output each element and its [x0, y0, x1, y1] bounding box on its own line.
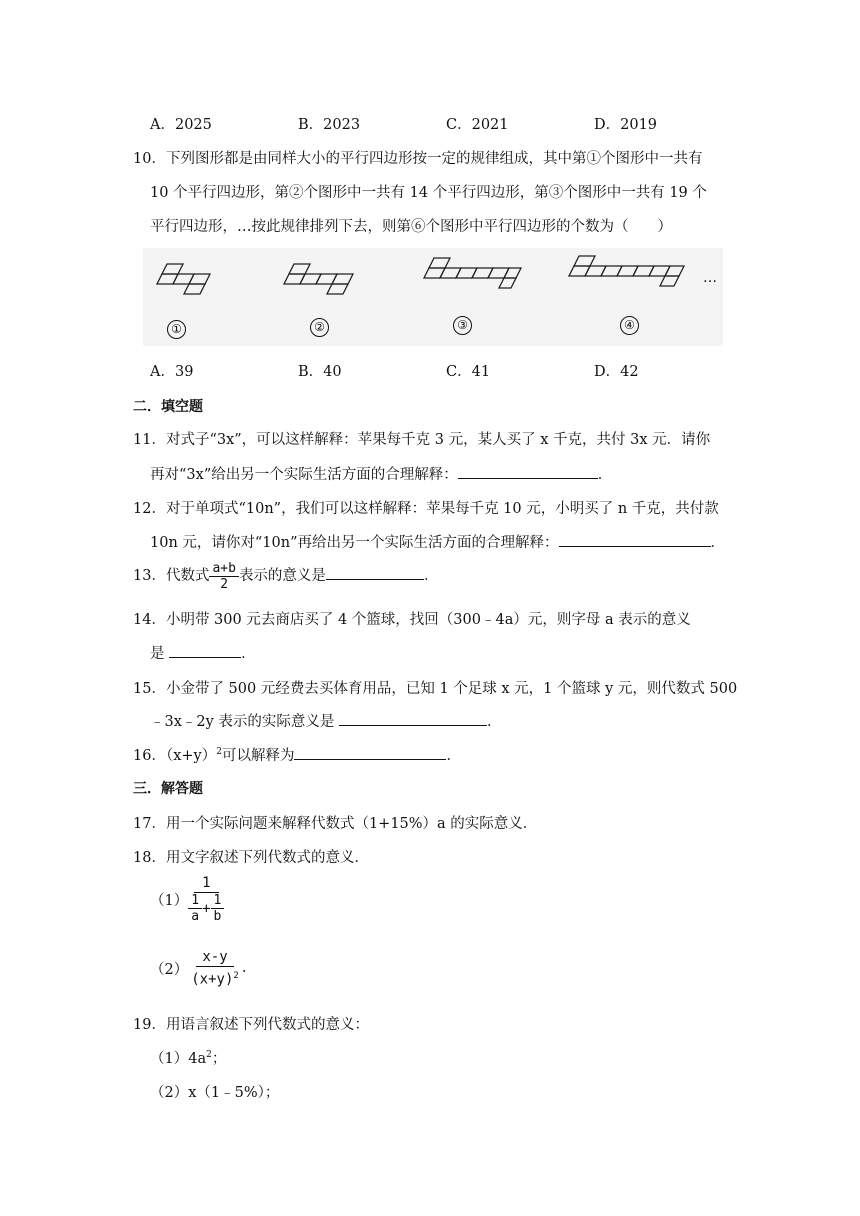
q15-end: ．: [487, 714, 502, 730]
q11-line2: [150, 463, 612, 484]
q13-end: ．: [423, 568, 439, 584]
q13-fraction-numerator: a+b: [209, 561, 238, 577]
q10-option-c: C．41: [446, 364, 491, 380]
q19-part1-exponent: 2: [206, 1050, 212, 1061]
q15-line1: 15．小金带了 500 元经费去买体育用品，已知 1 个足球 x 元，1 个篮球 y 元，则代数式 500: [133, 681, 738, 697]
q18-text: 18．用文字叙述下列代数式的意义．: [133, 850, 369, 866]
q19-part1-text: （1）4a: [150, 1051, 207, 1067]
section-2-heading: 二．填空题: [133, 399, 203, 415]
q10-line1: [133, 147, 702, 168]
q18-part1-a-num: 1: [188, 893, 202, 909]
q10-line2: 10 个平行四边形，第②个图形中一共有 14 个平行四边形，第③个图形中一共有 19 个: [150, 185, 707, 201]
figure-1-shape: [157, 264, 210, 294]
q13-answer-blank[interactable]: [326, 564, 424, 580]
q9-option-b: B．2023: [298, 117, 361, 133]
q18-part2-den-base: (x+y): [191, 971, 234, 988]
q12-answer-blank[interactable]: [559, 531, 711, 547]
q14-line2-text: 是: [150, 646, 165, 662]
q13-fraction: [209, 561, 238, 592]
q12-line2-text: 10n 元，请你对“10n”再给出另一个实际生活方面的合理解释：: [150, 535, 559, 551]
q18-part1-numerator: 1: [194, 874, 218, 893]
q16-answer-blank[interactable]: [294, 744, 446, 760]
figure-3-label: ③: [453, 316, 472, 335]
q18-part2-fraction: [188, 948, 242, 989]
q10-option-b: B．40: [298, 364, 342, 380]
q16-end: ．: [446, 748, 461, 764]
q12-line2: [150, 531, 725, 552]
q11-line1: 11．对式子“3x”，可以这样解释：苹果每千克 3 元，某人买了 x 千克，共付 3x 元．请你: [133, 432, 711, 448]
q11-answer-blank[interactable]: [458, 463, 598, 479]
q16: [133, 744, 461, 765]
q13-suffix: 表示的意义是: [238, 568, 326, 584]
q18-part2-end: .: [241, 960, 247, 977]
q11-end: ．: [597, 467, 613, 483]
q9-option-a: A．2025: [150, 117, 212, 133]
q18-part2-denominator: [188, 967, 242, 989]
figure-2-shape: [284, 264, 353, 294]
q18-part1-denominator: [188, 893, 224, 924]
q16-suffix: 可以解释为: [221, 748, 295, 764]
q13-fraction-denominator: 2: [220, 576, 229, 592]
q18-part2-den-exponent: 2: [233, 971, 239, 981]
figure-4-label: ④: [620, 316, 639, 335]
q14-line1: 14．小明带 300 元去商店买了 4 个篮球，找回（300﹣4a）元，则字母 a 表示的意义: [133, 612, 691, 628]
q18-part1-b-fraction: [211, 893, 225, 924]
q19-text: 19．用语言叙述下列代数式的意义：: [133, 1017, 369, 1033]
q15-line2: [150, 710, 502, 731]
q9-option-c: C．2021: [446, 117, 509, 133]
q14-end: ．: [241, 646, 256, 662]
q12-line1: 12．对于单项式“10n”，我们可以这样解释：苹果每千克 10 元，小明买了 n 千克，共付款: [133, 501, 719, 517]
q19-part1-end: ；: [211, 1051, 227, 1067]
q15-answer-blank[interactable]: [339, 710, 487, 726]
q14-answer-blank[interactable]: [169, 642, 241, 658]
q18-part1: [150, 874, 224, 924]
q18-part2-numerator: x-y: [196, 948, 233, 967]
q11-line2-text: 再对“3x”给出另一个实际生活方面的合理解释：: [150, 467, 458, 483]
q10-line3: 平行四边形，…按此规律排列下去，则第⑥个图形中平行四边形的个数为（ ）: [150, 219, 672, 235]
q18-part1-plus: +: [202, 900, 211, 917]
q10-option-d: D．42: [594, 364, 639, 380]
q10-line1-text: 下列图形都是由同样大小的平行四边形按一定的规律组成，其中第①个图形中一共有: [165, 151, 703, 167]
q18-part1-a-fraction: [188, 893, 202, 924]
q18-part1-b-num: 1: [211, 893, 225, 909]
q9-options: [150, 113, 742, 134]
q19-part2: （2）x（1﹣5%）；: [150, 1085, 280, 1101]
figure-3-shape: [424, 258, 521, 288]
figure-1-label: ①: [167, 320, 186, 339]
q10-figure: [143, 248, 723, 346]
q14-line2: [150, 642, 256, 663]
figure-ellipsis: …: [703, 270, 717, 286]
q18-part1-fraction: [188, 874, 224, 924]
q18-part1-label: （1）: [150, 892, 189, 909]
q17: 17．用一个实际问题来解释代数式（1+15%）a 的实际意义．: [133, 816, 538, 832]
q10-options: [150, 360, 742, 381]
q15-line2-text: ﹣3x﹣2y 表示的实际意义是: [150, 714, 335, 730]
q18-part1-b-den: b: [213, 909, 222, 924]
q16-prefix: 16．（x+y）: [133, 748, 217, 764]
q19-part1: [150, 1047, 226, 1068]
q12-end: ．: [710, 535, 726, 551]
figure-4-shape: [569, 256, 684, 286]
q18-part2: [150, 948, 246, 989]
q13: [133, 559, 438, 593]
q18-part2-label: （2）: [150, 961, 189, 978]
q18-part1-a-den: a: [191, 909, 200, 924]
figure-2-label: ②: [310, 318, 329, 337]
section-3-heading: 三．解答题: [133, 781, 203, 797]
q10-option-a: A．39: [150, 364, 194, 380]
q9-option-d: D．2019: [594, 117, 658, 133]
q16-exponent: 2: [216, 747, 222, 758]
q10-number: 10．: [133, 151, 166, 167]
q13-prefix: 13．代数式: [133, 568, 210, 584]
